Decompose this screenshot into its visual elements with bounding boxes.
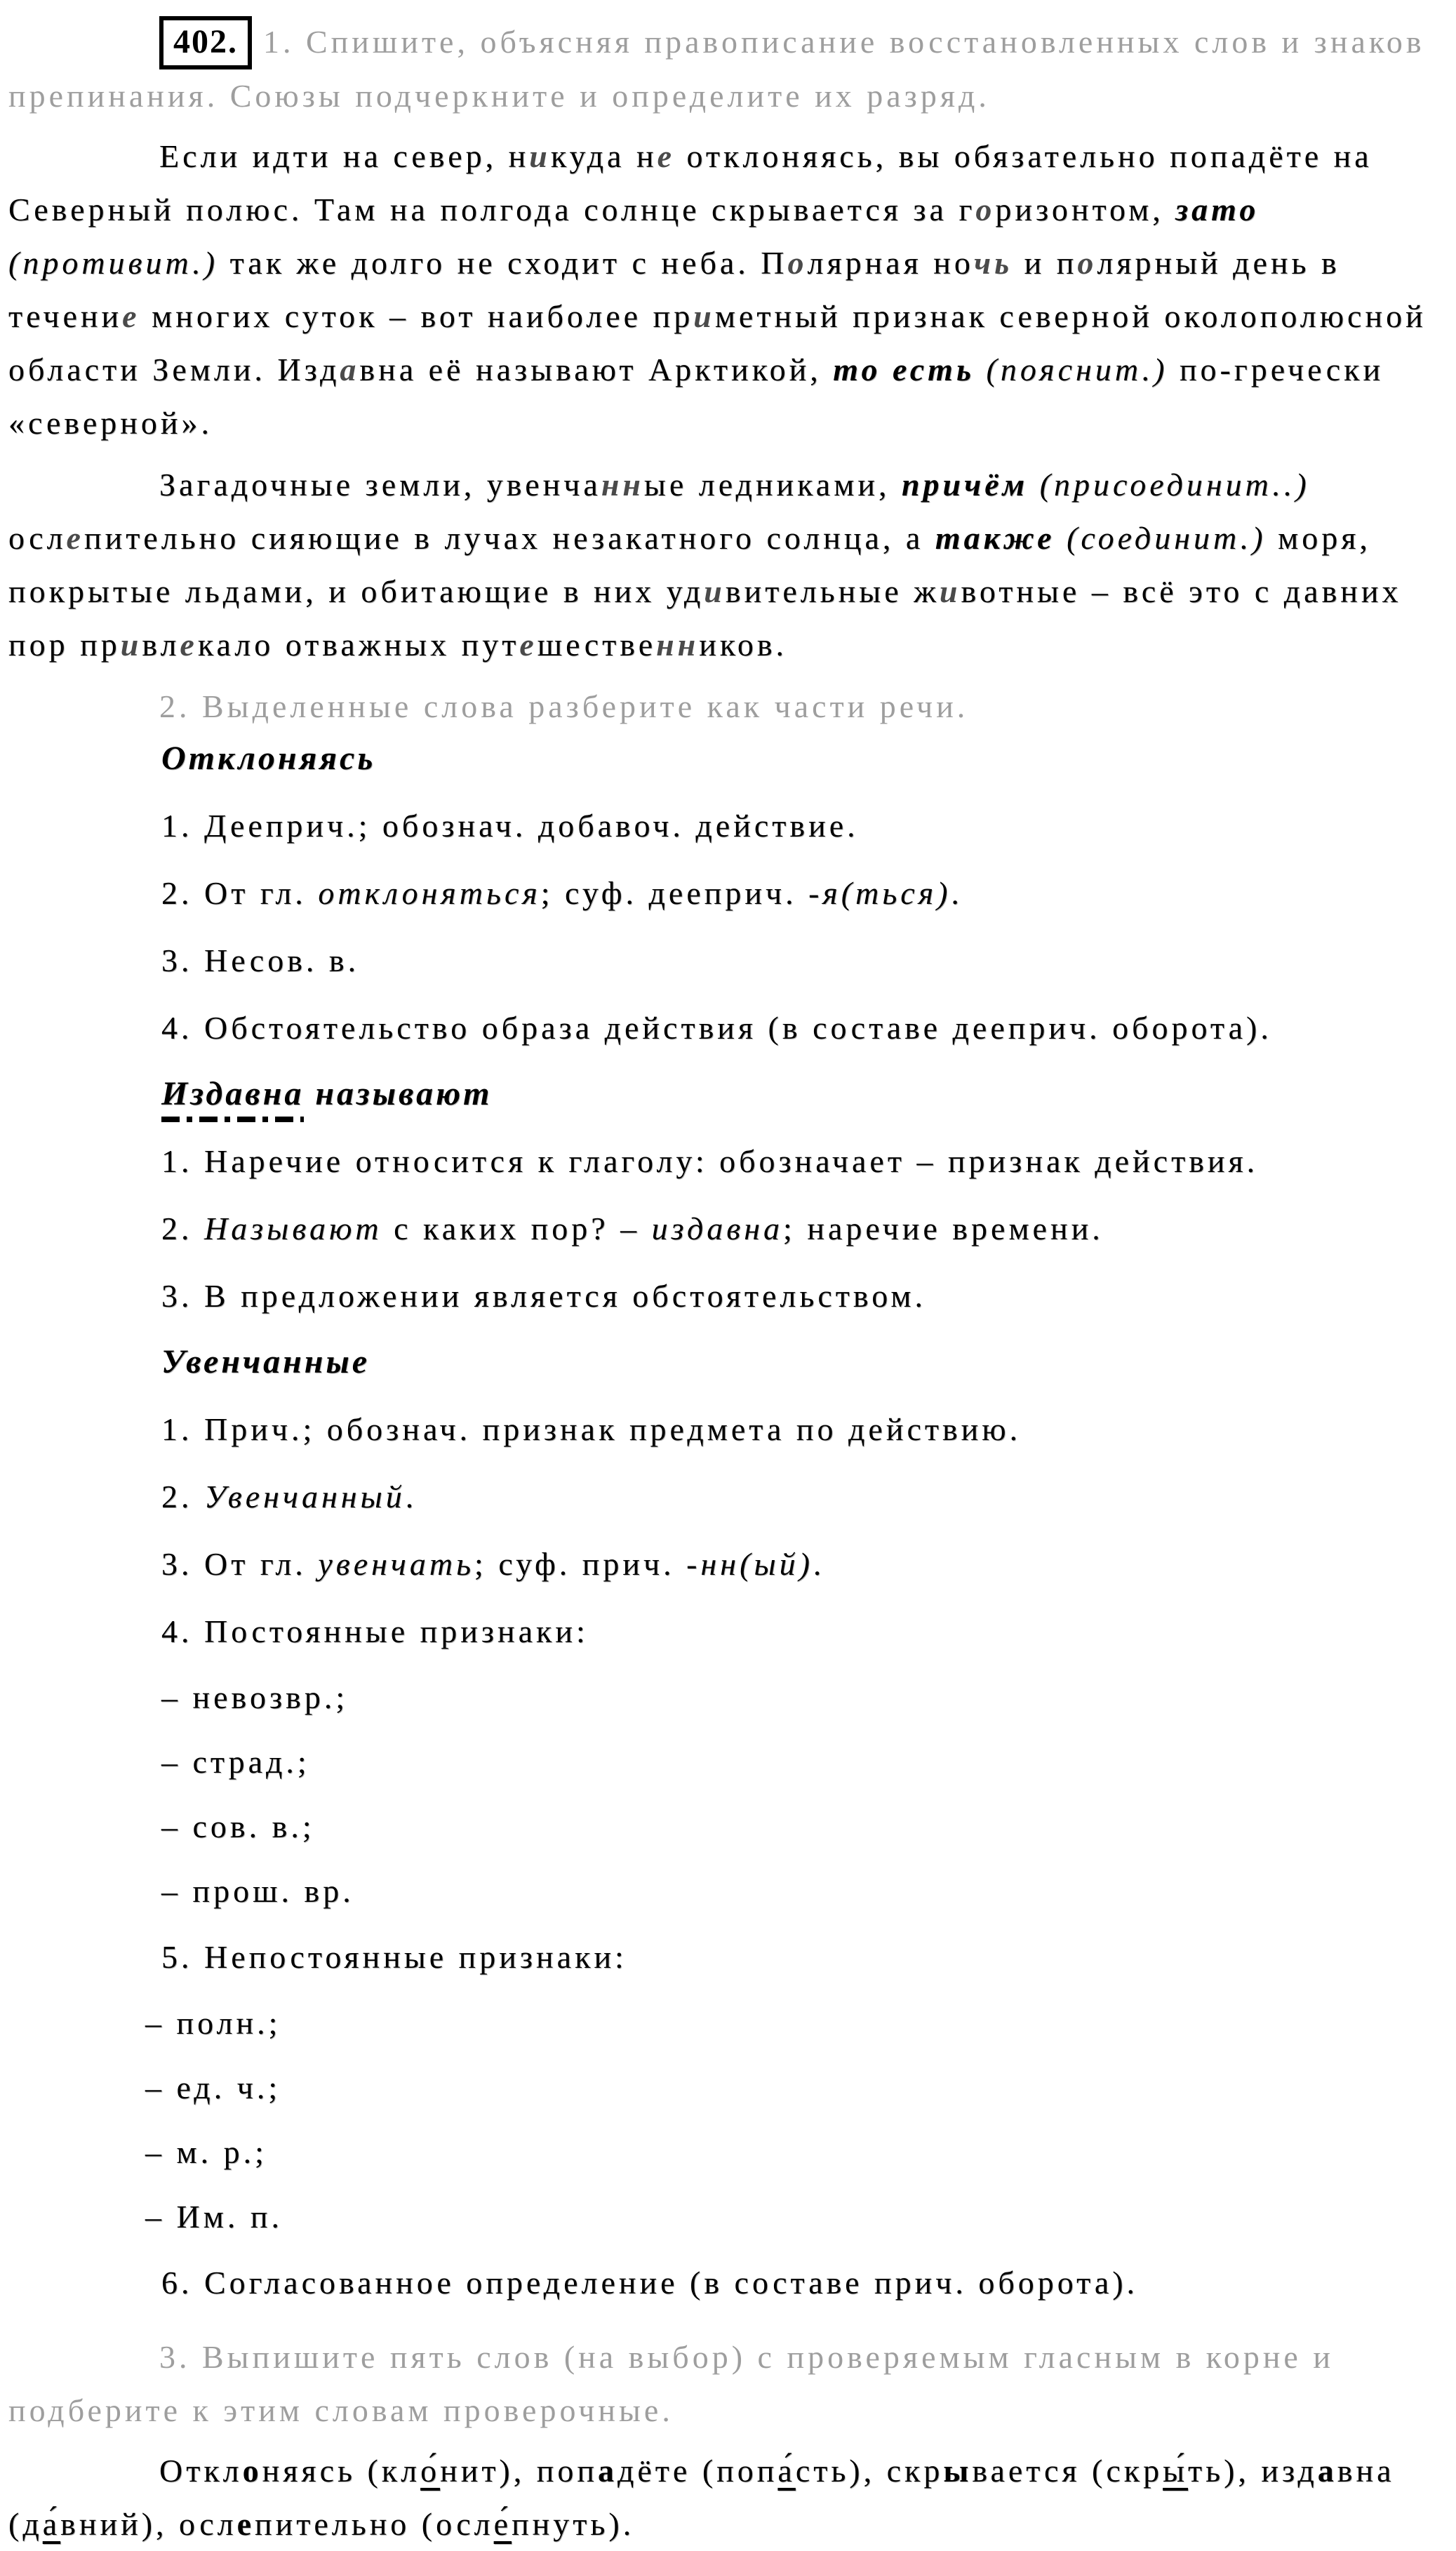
text-segment: кало отважных пут [197, 627, 520, 662]
text-segment: Откл [159, 2453, 243, 2489]
text-segment: – Им. п. [145, 2199, 283, 2234]
emphasized-text: и [529, 138, 551, 174]
emphasized-text: а [1317, 2453, 1337, 2489]
analysis-item [161, 1209, 1442, 1248]
feature-item [161, 1873, 1442, 1910]
text-segment: пнуть). [512, 2506, 635, 2542]
text-segment: куда н [550, 138, 657, 174]
text-segment [1028, 467, 1040, 502]
emphasized-text: (присоединит..) [1039, 467, 1310, 502]
text-segment: и п [1013, 245, 1078, 281]
emphasized-text: е́ [493, 2506, 512, 2542]
emphasized-text: Увенчанный [204, 1479, 406, 1514]
emphasized-text: Издавна [161, 1075, 304, 1122]
analysis-heading [161, 740, 1442, 777]
text-segment: лярная но [807, 245, 974, 281]
analysis-item [161, 2263, 1442, 2303]
text-segment: многих суток – вот наиболее пр [140, 298, 694, 334]
feature-item [145, 2134, 1442, 2171]
text-segment: 1. Наречие относится к глаголу: обозначает – признак действия. [161, 1143, 1259, 1179]
text-segment: ; суф. прич. [474, 1546, 687, 1582]
analysis-item [161, 1410, 1442, 1449]
text-segment: вительные ж [725, 573, 940, 609]
text-segment: пительно сияющие в лучах незакатного солнца, а [84, 520, 935, 556]
body-paragraph [8, 130, 1442, 450]
text-segment: 1. Спишите, объясняя правописание восстановленных слов и знаков препинания. Союзы подчеркните и определите их разряд. [8, 24, 1425, 114]
analysis-item [161, 1612, 1442, 1651]
text-segment: так же долго не сходит с неба. П [218, 245, 788, 281]
text-segment: ризонтом, [995, 192, 1176, 227]
text-segment: вается (скр [972, 2453, 1163, 2489]
text-segment: осл [8, 520, 67, 556]
analysis-item [161, 874, 1442, 913]
emphasized-text: и [939, 573, 961, 609]
text-segment: . [813, 1546, 825, 1582]
analysis-heading [161, 1076, 1442, 1112]
emphasized-text: отклоняться [318, 875, 541, 911]
emphasized-text: (противит.) [8, 245, 219, 281]
text-segment: 3. В предложении является обстоятельством. [161, 1278, 927, 1314]
emphasized-text: (соединит.) [1067, 520, 1267, 556]
text-segment: 2. Выделенные слова разберите как части речи. [159, 688, 969, 724]
emphasized-text: ы́ [1163, 2453, 1189, 2489]
text-segment: 1. Дееприч.; обознач. добавоч. действие. [161, 808, 859, 844]
analysis-item [161, 1938, 1442, 1977]
text-segment: по-гречески «северной». [8, 352, 1384, 441]
emphasized-text: а [340, 352, 360, 387]
text-segment: ые ледниками, [643, 467, 902, 502]
emphasized-text: и [120, 627, 142, 662]
task-instruction [8, 15, 1442, 123]
emphasized-text: о [787, 245, 808, 281]
text-segment: 5. Непостоянные признаки: [161, 1939, 627, 1975]
emphasized-text: е [180, 627, 198, 662]
emphasized-text: о [1077, 245, 1097, 281]
text-segment: вна её называют Арктикой, [359, 352, 834, 387]
emphasized-text: е [519, 627, 537, 662]
exercise-number-badge: 402. [159, 16, 252, 69]
text-segment: 2. От гл. [161, 875, 319, 911]
emphasized-text: о́ [420, 2453, 441, 2489]
emphasized-text: зато [1175, 192, 1260, 227]
emphasized-text: то есть [833, 352, 975, 387]
feature-item [145, 2005, 1442, 2042]
feature-item [145, 2070, 1442, 2106]
text-segment: – сов. в.; [161, 1809, 315, 1844]
text-segment: иков. [699, 627, 788, 662]
analysis-heading [161, 1344, 1442, 1380]
analysis-item [161, 941, 1442, 980]
answer-paragraph [8, 2444, 1442, 2551]
emphasized-text: а́ [42, 2506, 61, 2542]
emphasized-text: е [122, 298, 140, 334]
text-segment: . [951, 875, 963, 911]
text-segment: – невозвр.; [161, 1679, 349, 1715]
text-segment: вна (д [8, 2453, 1395, 2542]
emphasized-text: также [935, 520, 1055, 556]
text-segment: вотные – всё это с давних пор пр [8, 573, 1402, 662]
text-segment: 2. [161, 1211, 204, 1246]
emphasized-text: нн [656, 627, 700, 662]
text-segment [975, 352, 987, 387]
text-segment: 2. [161, 1479, 204, 1514]
feature-item [161, 1679, 1442, 1716]
text-segment: вл [142, 627, 180, 662]
text-segment: 3. Выпишите пять слов (на выбор) с проверяемым гласным в корне и подберите к этим словам проверочные. [8, 2339, 1334, 2428]
text-segment: лярный день в течени [8, 245, 1340, 334]
text-segment: с каких пор? – [382, 1211, 652, 1246]
text-segment: дёте (поп [617, 2453, 778, 2489]
text-segment: няясь (кл [262, 2453, 421, 2489]
task-instruction [8, 680, 1442, 733]
text-segment: 4. Обстоятельство образа действия (в составе дееприч. оборота). [161, 1010, 1272, 1046]
feature-item [161, 1809, 1442, 1845]
text-segment: сть), скр [795, 2453, 944, 2489]
emphasized-text: увенчать [318, 1546, 475, 1582]
text-segment: шестве [537, 627, 657, 662]
text-segment: – полн.; [145, 2005, 281, 2041]
emphasized-text: о [242, 2453, 262, 2489]
analysis-item [161, 1545, 1442, 1584]
body-paragraph [8, 458, 1442, 672]
text-segment: . [405, 1479, 418, 1514]
text-segment: – прош. вр. [161, 1873, 354, 1909]
text-segment: метный признак северной околополюсной области Земли. Изд [8, 298, 1427, 387]
text-segment: пительно (осл [255, 2506, 494, 2542]
text-segment: 4. Постоянные признаки: [161, 1613, 589, 1649]
emphasized-text: е [236, 2506, 255, 2542]
text-segment: 3. Несов. в. [161, 943, 360, 978]
text-segment: Если идти на север, н [159, 138, 530, 174]
text-segment: Загадочные земли, увенча [159, 467, 601, 502]
text-segment [1055, 520, 1067, 556]
emphasized-text: и [693, 298, 715, 334]
text-segment: называют [304, 1075, 493, 1112]
text-segment: отклоняясь, вы обязательно попадёте на Северный полюс. Там на полгода солнце скрывается за г [8, 138, 1372, 227]
text-segment: Увенчанные [161, 1343, 370, 1380]
emphasized-text: -я(ться) [808, 875, 951, 911]
emphasized-text: е [66, 520, 84, 556]
text-segment: Отклоняясь [161, 740, 376, 777]
emphasized-text: ы [943, 2453, 973, 2489]
analysis-item [161, 1142, 1442, 1181]
analysis-item [161, 1477, 1442, 1517]
analysis-item [161, 1008, 1442, 1048]
text-segment: – страд.; [161, 1744, 310, 1780]
feature-item [161, 1744, 1442, 1780]
emphasized-text: а [597, 2453, 617, 2489]
analysis-item [161, 806, 1442, 846]
text-segment: вний), осл [60, 2506, 237, 2542]
emphasized-text: а́ [777, 2453, 796, 2489]
text-segment: моря, покрытые льдами, и обитающие в них уд [8, 520, 1371, 609]
emphasized-text: Называют [204, 1211, 382, 1246]
emphasized-text: е [657, 138, 676, 174]
text-segment: ; наречие времени. [783, 1211, 1104, 1246]
text-segment: ; суф. дееприч. [540, 875, 809, 911]
feature-item [145, 2199, 1442, 2235]
emphasized-text: о [975, 192, 996, 227]
text-segment: нит), поп [440, 2453, 598, 2489]
text-segment: 1. Прич.; обознач. признак предмета по действию. [161, 1411, 1022, 1447]
emphasized-text: нн [601, 467, 644, 502]
text-segment: ть), изд [1188, 2453, 1318, 2489]
text-segment: – м. р.; [145, 2134, 267, 2170]
emphasized-text: издавна [651, 1211, 784, 1246]
emphasized-text: и [704, 573, 726, 609]
text-segment: 6. Согласованное определение (в составе прич. оборота). [161, 2265, 1139, 2300]
emphasized-text: чь [973, 245, 1013, 281]
emphasized-text: причём [901, 467, 1029, 502]
emphasized-text: (пояснит.) [986, 352, 1168, 387]
task-instruction [8, 2331, 1442, 2437]
text-segment: 3. От гл. [161, 1546, 319, 1582]
emphasized-text: -нн(ый) [686, 1546, 813, 1582]
analysis-item [161, 1277, 1442, 1316]
text-segment: – ед. ч.; [145, 2070, 281, 2105]
